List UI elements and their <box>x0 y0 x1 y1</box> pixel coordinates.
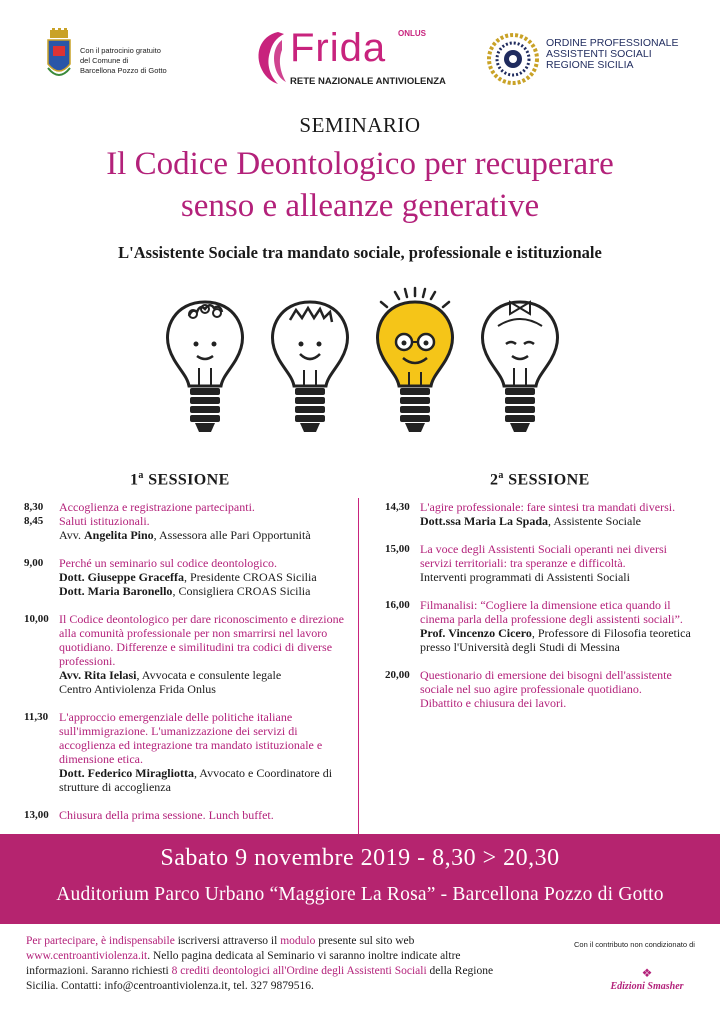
session-2-label: SESSIONE <box>508 471 590 489</box>
program-line <box>420 668 695 696</box>
program-text: Perché un seminario sul codice deontologico. <box>59 556 277 570</box>
comune-logo-block <box>44 28 167 84</box>
program-slot <box>24 808 354 822</box>
program-text: , Avvocato e Coordinatore di strutture di accoglienza <box>59 766 333 794</box>
program-text: La voce degli Assistenti Sociali operanti nei diversi servizi territoriali: tra speranze e difficoltà. <box>420 542 667 570</box>
session-2-program <box>385 500 695 724</box>
program-time <box>24 500 59 542</box>
program-time <box>24 612 59 696</box>
program-line <box>59 668 354 682</box>
program-text: Centro Antiviolenza Frida Onlus <box>59 682 216 696</box>
program-line <box>59 570 354 584</box>
session-1-number: 1 <box>130 471 139 489</box>
program-body <box>59 612 354 696</box>
program-time-value: 16,00 <box>385 599 410 611</box>
program-line <box>420 598 695 626</box>
lightbulbs-illustration <box>150 280 570 450</box>
comune-line3: Barcellona Pozzo di Gotto <box>80 66 167 75</box>
program-line <box>59 766 354 794</box>
program-slot <box>385 542 695 584</box>
event-kind: SEMINARIO <box>299 113 421 137</box>
program-text: Avv. Rita Ielasi <box>59 668 137 682</box>
frida-subtitle: RETE NAZIONALE ANTIVIOLENZA <box>290 76 446 87</box>
program-body <box>420 500 695 528</box>
program-text: Saluti istituzionali. <box>59 514 150 528</box>
program-text: Accoglienza e registrazione partecipanti. <box>59 500 255 514</box>
program-body <box>59 500 354 542</box>
event-title-line1: Il Codice Deontologico per recuperare <box>106 146 614 182</box>
program-line <box>59 500 354 514</box>
program-time <box>385 598 420 654</box>
comune-line1: Con il patrocinio gratuito <box>80 46 161 55</box>
program-line <box>59 556 354 570</box>
event-title-line2: senso e alleanze generative <box>180 188 540 224</box>
comune-crest-icon <box>44 28 74 84</box>
program-text: Angelita Pino <box>84 528 154 542</box>
program-slot <box>385 500 695 528</box>
program-body <box>420 542 695 584</box>
program-time-value: 14,30 <box>385 501 410 513</box>
program-text: , Presidente CROAS Sicilia <box>183 570 317 584</box>
program-text: L'approccio emergenziale delle politiche italiane sull'immigrazione. L'umanizzazione dei servizi di accoglienza ed integrazione tra mandato istituzionale e dimensione etica. <box>59 710 323 766</box>
program-line <box>59 710 354 766</box>
frida-face-icon <box>252 30 288 86</box>
program-text: Filmanalisi: “Cogliere la dimensione etica quando il cinema parla della professione degli assistenti sociali”. <box>420 598 683 626</box>
program-time-value: 11,30 <box>24 711 49 723</box>
footer-part-2: iscriversi attraverso il <box>174 935 281 947</box>
footer-part-1: Per partecipare, è indispensabile <box>26 935 175 947</box>
program-text: , Assistente Sociale <box>548 514 642 528</box>
program-text: Questionario di emersione dei bisogni dell'assistente sociale nel suo agire professionale quotidiano. <box>420 668 672 696</box>
program-body <box>420 598 695 654</box>
smasher-name: Edizioni Smasher <box>610 981 684 992</box>
program-text: Dott. Federico Miragliotta <box>59 766 194 780</box>
program-line <box>59 612 354 668</box>
session-2-number: 2 <box>490 471 499 489</box>
program-line <box>420 500 695 514</box>
footer-part-6: . Nello pagina dedicata al Seminario vi saranno inoltre indicate altre informazioni. Saranno richiesti <box>26 950 461 977</box>
program-time-value: 8,45 <box>24 515 44 527</box>
program-slot <box>24 556 354 598</box>
program-text: Chiusura della prima sessione. Lunch buffet. <box>59 808 274 822</box>
program-body <box>59 710 354 794</box>
sponsor-caption: Con il contributo non condizionato di <box>574 940 695 949</box>
program-time-value: 9,00 <box>24 557 44 569</box>
program-line <box>420 626 695 654</box>
event-banner <box>0 834 720 924</box>
smasher-logo <box>602 966 692 992</box>
program-body <box>420 668 695 710</box>
frida-logo <box>250 26 446 92</box>
program-text: Prof. Vincenzo Cicero <box>420 626 532 640</box>
session-2-heading <box>490 470 590 489</box>
program-line <box>420 696 695 710</box>
program-text: Dibattito e chiusura dei lavori. <box>420 696 567 710</box>
program-time <box>24 556 59 598</box>
ordine-line2: ASSISTENTI SOCIALI <box>546 48 652 60</box>
ordine-logo-block <box>486 32 678 86</box>
program-body <box>59 808 354 822</box>
bulb-4-icon <box>483 302 558 432</box>
program-line <box>420 570 695 584</box>
footer-part-8: della Regione Sicilia. Contatti: info@centroantiviolenza.it, tel. 327 9879516. <box>26 965 494 992</box>
program-text: L'agire professionale: fare sintesi tra mandati diversi. <box>420 500 676 514</box>
program-time-value: 13,00 <box>24 809 49 821</box>
program-text: Dott. Maria Baronello <box>59 584 173 598</box>
session-2-sup: a <box>498 470 504 481</box>
program-time <box>385 668 420 710</box>
footer-part-4: presente sul sito web <box>315 935 415 947</box>
footer-credits: 8 crediti deontologici all'Ordine degli Assistenti Sociali <box>171 965 427 977</box>
event-subtitle: L'Assistente Sociale tra mandato sociale, professionale e istituzionale <box>118 243 602 262</box>
comune-line2: del Comune di <box>80 56 129 65</box>
frida-name: Frida <box>290 26 387 70</box>
ordine-line3: REGIONE SICILIA <box>546 59 634 71</box>
program-text: , Professore di Filosofia teoretica presso l'Università degli Studi di Messina <box>420 626 691 654</box>
program-time-value: 20,00 <box>385 669 410 681</box>
program-body <box>59 556 354 598</box>
bulb-2-icon <box>273 302 348 432</box>
program-text: , Assessora alle Pari Opportunità <box>153 528 311 542</box>
bulb-1-icon <box>168 302 243 432</box>
program-time-value: 10,00 <box>24 613 49 625</box>
program-text: Avv. <box>59 528 84 542</box>
program-time <box>24 808 59 822</box>
session-1-program <box>24 500 354 836</box>
program-text: , Avvocata e consulente legale <box>136 668 282 682</box>
program-slot <box>385 598 695 654</box>
program-text: Interventi programmati di Assistenti Sociali <box>420 570 630 584</box>
ordine-logo-icon <box>486 32 540 86</box>
program-line <box>59 682 354 696</box>
session-1-heading <box>130 470 230 489</box>
event-place: Auditorium Parco Urbano “Maggiore La Rosa” - Barcellona Pozzo di Gotto <box>56 884 664 905</box>
event-title <box>0 143 720 227</box>
program-time <box>385 542 420 584</box>
frida-onlus: ONLUS <box>398 29 426 38</box>
program-line <box>59 528 354 542</box>
event-date: Sabato 9 novembre 2019 - 8,30 > 20,30 <box>160 845 560 871</box>
program-line <box>59 808 354 822</box>
program-line <box>59 584 354 598</box>
program-text: Dott.ssa Maria La Spada <box>420 514 549 528</box>
program-time-value: 8,30 <box>24 501 44 513</box>
program-time <box>385 500 420 528</box>
program-slot <box>24 500 354 542</box>
session-1-label: SESSIONE <box>148 471 230 489</box>
bulb-3-lit-icon <box>378 288 453 432</box>
program-time-value: 15,00 <box>385 543 410 555</box>
program-time <box>24 710 59 794</box>
footer-module-link[interactable]: modulo <box>280 935 316 947</box>
smasher-wings-icon: ❖ <box>641 966 653 980</box>
program-line <box>59 514 354 528</box>
footer-website-link[interactable]: www.centroantiviolenza.it <box>26 950 148 962</box>
program-text: Il Codice deontologico per dare riconoscimento e direzione alla comunità professionale per non smarrirsi nel lavoro quotidiano. Differenze e similitudini tra codici di diverse professioni. <box>59 612 344 668</box>
program-slot <box>385 668 695 710</box>
program-line <box>420 514 695 528</box>
program-text: , Consigliera CROAS Sicilia <box>172 584 311 598</box>
program-line <box>420 542 695 570</box>
program-slot <box>24 612 354 696</box>
header <box>0 18 720 98</box>
program-slot <box>24 710 354 794</box>
session-divider <box>358 498 359 834</box>
session-1-sup: a <box>138 470 144 481</box>
registration-info <box>26 934 496 994</box>
ordine-line1: ORDINE PROFESSIONALE <box>546 37 679 49</box>
program-text: Dott. Giuseppe Graceffa <box>59 570 184 584</box>
